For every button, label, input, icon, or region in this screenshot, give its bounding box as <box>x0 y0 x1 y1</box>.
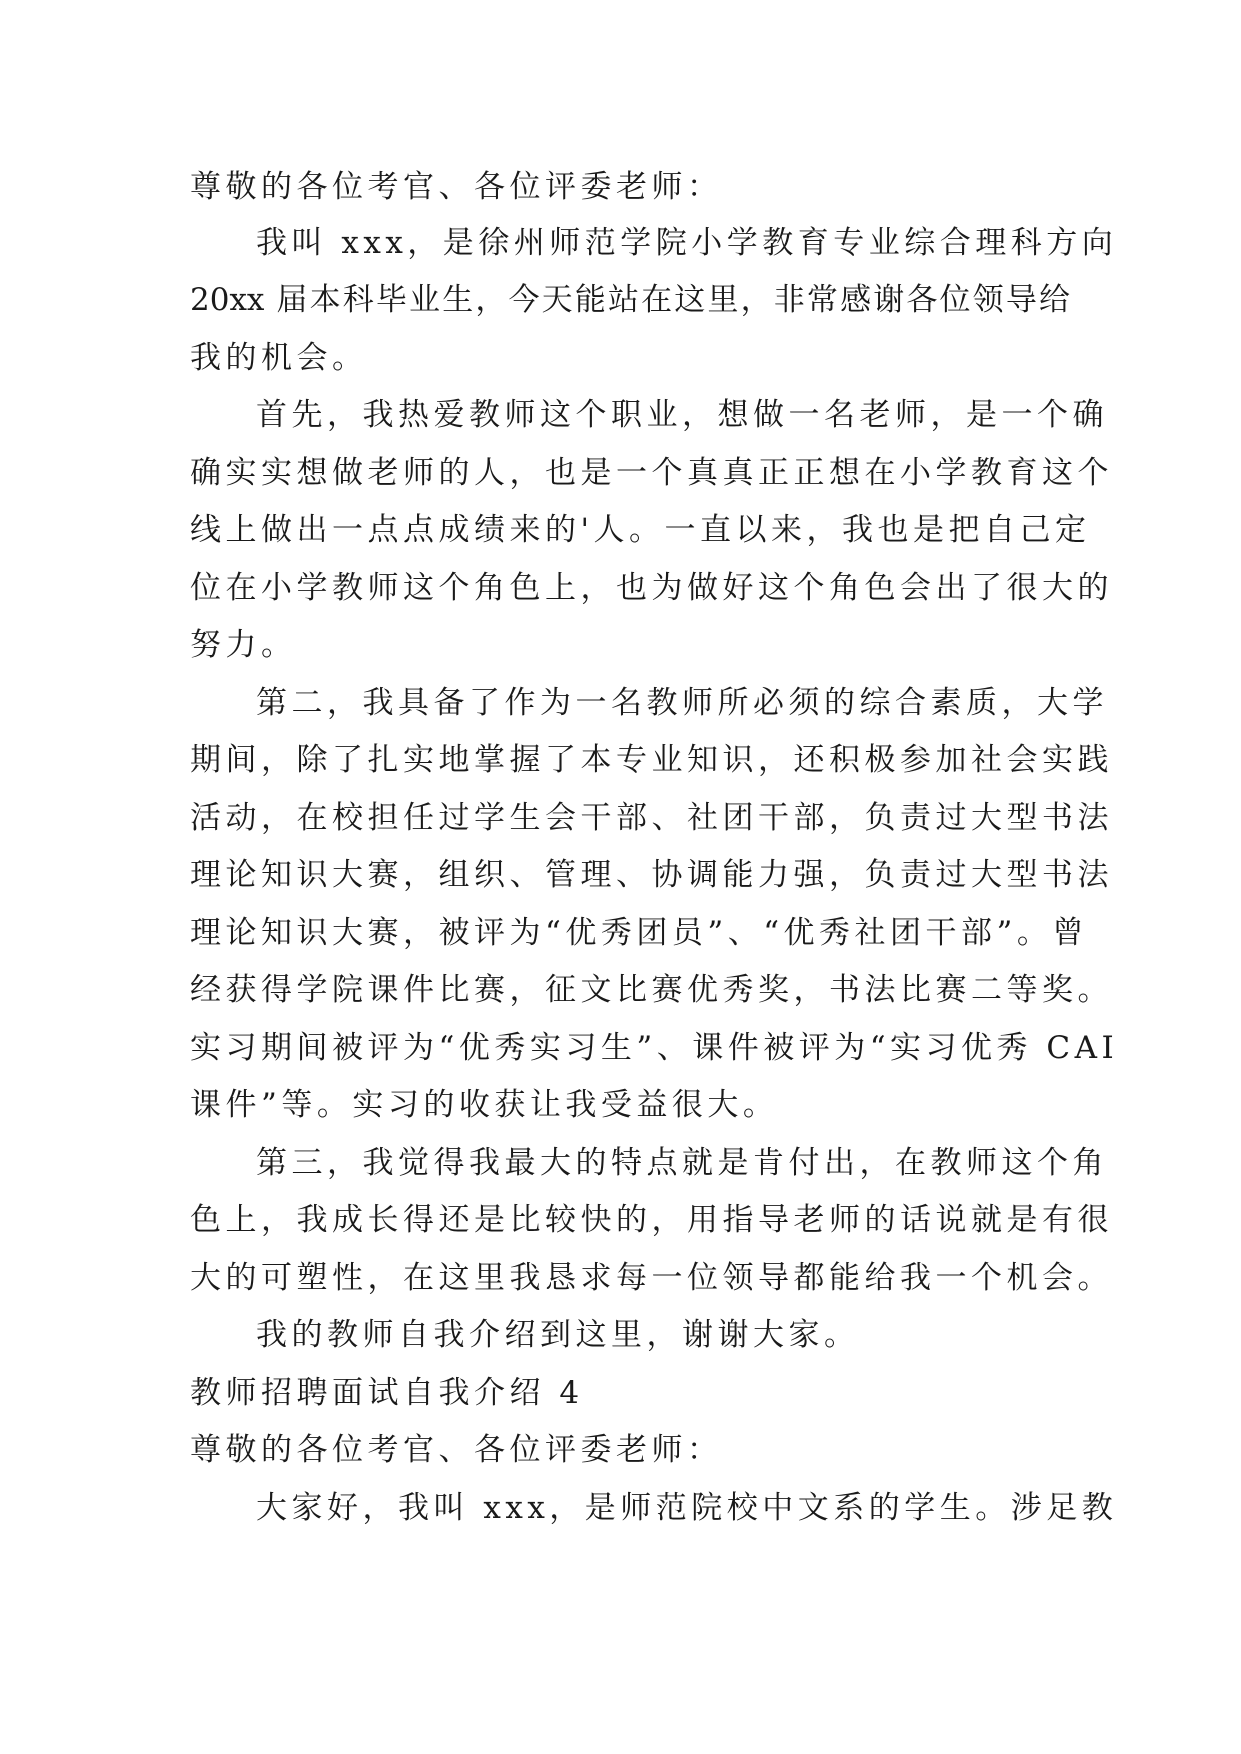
paragraph-line: 期间，除了扎实地掌握了本专业知识，还积极参加社会实践 <box>190 742 1113 778</box>
paragraph-line: 第三，我觉得我最大的特点就是肯付出，在教师这个角 <box>256 1145 1108 1181</box>
paragraph-line: 努力。 <box>190 627 297 663</box>
paragraph-line: 理论知识大赛，组织、管理、协调能力强，负责过大型书法 <box>190 857 1113 893</box>
paragraph-line: 实习期间被评为“优秀实习生”、课件被评为“实习优秀 CAI <box>190 1030 1119 1066</box>
paragraph-line: 线上做出一点点成绩来的'人。一直以来，我也是把自己定 <box>190 512 1091 548</box>
paragraph-line: 活动，在校担任过学生会干部、社团干部，负责过大型书法 <box>190 800 1113 836</box>
section-heading: 教师招聘面试自我介绍 4 <box>190 1375 584 1411</box>
paragraph-line: 第二，我具备了作为一名教师所必须的综合素质，大学 <box>256 685 1108 721</box>
paragraph-line: 位在小学教师这个角色上，也为做好这个角色会出了很大的 <box>190 570 1113 606</box>
paragraph-line: 大家好，我叫 xxx，是师范院校中文系的学生。涉足教 <box>256 1490 1118 1526</box>
salutation: 尊敬的各位考官、各位评委老师： <box>190 169 723 205</box>
paragraph-line: 我叫 xxx，是徐州师范学院小学教育专业综合理科方向 <box>256 225 1118 261</box>
paragraph-line: 色上，我成长得还是比较快的，用指导老师的话说就是有很 <box>190 1202 1113 1238</box>
paragraph-line: 确实实想做老师的人，也是一个真真正正想在小学教育这个 <box>190 455 1113 491</box>
paragraph-line: 我的机会。 <box>190 340 368 376</box>
salutation: 尊敬的各位考官、各位评委老师： <box>190 1432 723 1468</box>
paragraph-line: 首先，我热爱教师这个职业，想做一名老师，是一个确 <box>256 397 1108 433</box>
paragraph-line: 理论知识大赛，被评为“优秀团员”、“优秀社团干部”。曾 <box>190 915 1088 951</box>
paragraph-line: 经获得学院课件比赛，征文比赛优秀奖，书法比赛二等奖。 <box>190 972 1113 1008</box>
paragraph-line: 我的教师自我介绍到这里，谢谢大家。 <box>256 1317 860 1353</box>
paragraph-line: 课件”等。实习的收获让我受益很大。 <box>190 1087 779 1123</box>
paragraph-line: 大的可塑性，在这里我恳求每一位领导都能给我一个机会。 <box>190 1260 1113 1296</box>
paragraph-line: 20xx 届本科毕业生，今天能站在这里，非常感谢各位领导给 <box>190 282 1070 318</box>
